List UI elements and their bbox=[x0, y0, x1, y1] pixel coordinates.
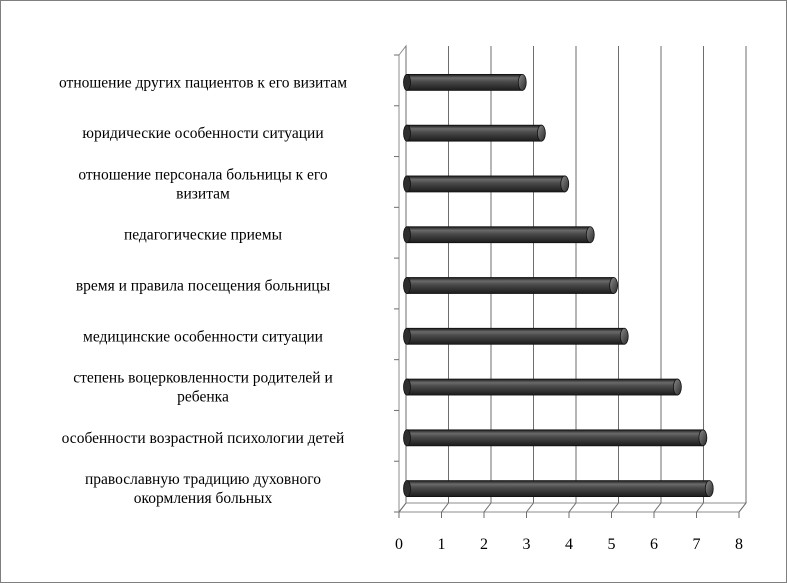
bar-body bbox=[407, 125, 541, 141]
category-label bbox=[85, 471, 321, 507]
bar bbox=[404, 481, 714, 497]
x-tick-label: 1 bbox=[437, 536, 446, 553]
x-tick-label: 8 bbox=[735, 536, 743, 553]
bar-start-cap bbox=[404, 430, 411, 446]
bar-end-cap bbox=[518, 74, 526, 90]
bar-end-cap bbox=[673, 379, 681, 395]
x-tick-label: 3 bbox=[522, 536, 531, 553]
category-label-line: время и правила посещения больницы bbox=[75, 277, 331, 295]
bar-body bbox=[407, 227, 590, 243]
bar-start-cap bbox=[404, 328, 411, 344]
category-label-line: медицинские особенности ситуации bbox=[83, 328, 323, 346]
category-label-line: окормления больных bbox=[133, 490, 273, 508]
category-label-line: отношение персонала больницы к его bbox=[78, 166, 328, 184]
x-tick-label: 4 bbox=[565, 536, 573, 553]
category-labels bbox=[59, 74, 347, 507]
x-tick-label: 2 bbox=[480, 536, 488, 553]
bar-start-cap bbox=[404, 481, 411, 497]
category-label bbox=[82, 125, 323, 142]
bar-end-cap bbox=[561, 176, 569, 192]
category-label bbox=[76, 278, 331, 295]
bar-start-cap bbox=[404, 278, 411, 294]
x-tick-label: 0 bbox=[395, 536, 403, 553]
bar bbox=[404, 125, 546, 141]
bar-body bbox=[407, 74, 522, 90]
x-tick-label: 5 bbox=[607, 536, 616, 553]
category-label-line: педагогические приемы bbox=[123, 226, 283, 244]
bar-end-cap bbox=[610, 278, 618, 294]
x-tick-label: 7 bbox=[692, 536, 701, 553]
category-label-line: православную традицию духовного bbox=[84, 471, 322, 489]
bar-end-cap bbox=[705, 481, 713, 497]
bar-body bbox=[407, 430, 703, 446]
bar bbox=[404, 227, 595, 243]
bar-end-cap bbox=[699, 430, 707, 446]
category-label-line: ребенка bbox=[177, 388, 229, 406]
bar bbox=[404, 430, 707, 446]
bar-start-cap bbox=[404, 74, 411, 90]
category-label-line: отношение других пациентов к его визитам bbox=[59, 74, 347, 92]
category-label-line: визитам bbox=[176, 185, 230, 203]
bar bbox=[404, 278, 618, 294]
category-label-line: особенности возрастной психологии детей bbox=[61, 429, 345, 447]
category-label bbox=[124, 227, 283, 244]
bar-end-cap bbox=[586, 227, 594, 243]
bar-start-cap bbox=[404, 227, 411, 243]
bar-body bbox=[407, 328, 624, 344]
bar-start-cap bbox=[404, 176, 411, 192]
bar-body bbox=[407, 481, 709, 497]
bar-body bbox=[407, 278, 614, 294]
bar bbox=[404, 176, 569, 192]
bar bbox=[404, 379, 682, 395]
x-tick-labels bbox=[395, 536, 743, 553]
category-label bbox=[59, 74, 347, 91]
bars-group bbox=[404, 74, 714, 496]
bar bbox=[404, 328, 629, 344]
category-label bbox=[78, 166, 328, 202]
category-label bbox=[62, 430, 345, 447]
bar-start-cap bbox=[404, 379, 411, 395]
category-label-line: юридические особенности ситуации bbox=[82, 125, 324, 143]
category-label bbox=[73, 370, 333, 406]
bar-end-cap bbox=[537, 125, 545, 141]
bar-body bbox=[407, 176, 565, 192]
bar-body bbox=[407, 379, 677, 395]
bar-end-cap bbox=[620, 328, 628, 344]
x-tick-label: 6 bbox=[650, 536, 658, 553]
category-label bbox=[83, 328, 323, 345]
bar bbox=[404, 74, 527, 90]
category-label-line: степень воцерковленности родителей и bbox=[73, 369, 333, 387]
bar-start-cap bbox=[404, 125, 411, 141]
